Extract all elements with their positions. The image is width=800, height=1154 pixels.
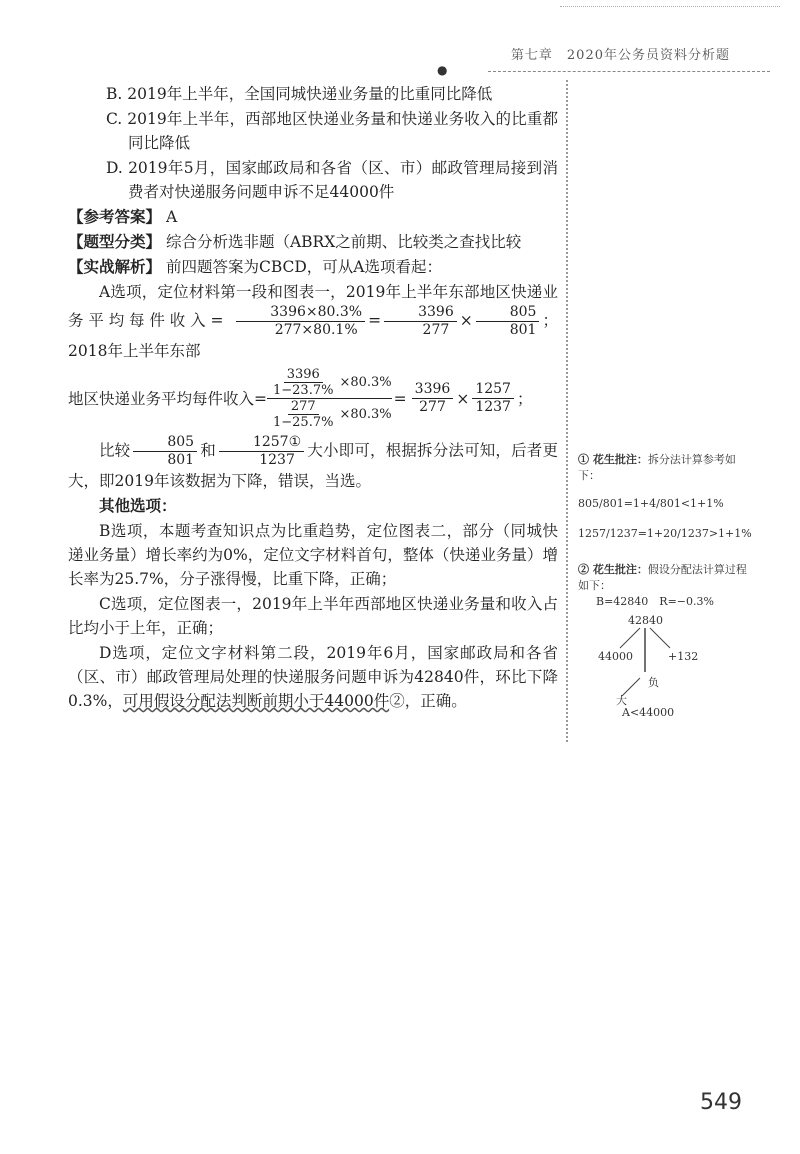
analysis-intro: [68, 255, 558, 279]
nested-bottom: 277: [288, 399, 319, 415]
fraction: [133, 434, 197, 469]
sidenote-1-body: 拆分法计算参考如下：: [578, 453, 736, 482]
nested-one-b: 1−25.7%: [273, 415, 334, 430]
answer-line: [68, 205, 558, 229]
tree-left: 44000: [598, 650, 633, 663]
fraction-den: 1237: [259, 452, 295, 468]
fraction-den: 1237: [475, 399, 511, 415]
nested-formula-line: 地区快递业务平均每件收入= $\frac{3396}{1-23.7\%}$ ×80.3% $\frac{277}{1-25.7\%}$ ×80.3% = $\frac{3396}{277}$ × $\frac{1257}{1237}$ ；: [68, 367, 533, 430]
sidenote-1-line1: 805/801=1+4/801<1+1%: [578, 497, 724, 510]
tree-big: 大: [616, 694, 627, 707]
fraction-num: 1257: [472, 381, 514, 399]
other-option-c: C选项，定位图表一，2019年上半年西部地区快递业务量和收入占比均小于上年，正确；: [68, 595, 558, 637]
fraction-den: 801: [509, 322, 537, 338]
nested-mult-a: ×80.3%: [339, 374, 392, 390]
fraction: [219, 434, 304, 469]
sidenote-2: [578, 562, 748, 610]
cmp-and: 和: [200, 441, 216, 460]
cmp-post: 大小即可，根据拆分法可知，后者更大，即2019年该数据为下降，错误，当选。: [68, 441, 558, 490]
comparison-paragraph: [68, 434, 558, 493]
tree-neg: 负: [648, 676, 659, 689]
header-rule: [488, 71, 770, 72]
nested-top: 3396: [284, 367, 323, 383]
answer-value: A: [165, 208, 178, 226]
scan-artifact: [560, 6, 780, 7]
fraction: [476, 304, 540, 339]
sidenote-1-line2: 1257/1237=1+20/1237>1+1%: [578, 527, 752, 540]
a-line-text: A选项，定位材料第一段和图表一，2019年上半年东部地区快递业务平均每件收入=: [68, 283, 558, 330]
fraction-num: 3396: [384, 304, 457, 322]
other-option-b: B选项，本题考查知识点为比重趋势，定位图表二，部分（同城快递业务量）增长率约为0%，定位文字材料首句，整体（快递业务量）增长率为25.7%，分子涨得慢，比重下降，正确；: [68, 522, 558, 588]
category-line: [68, 230, 558, 254]
page-number: 549: [700, 1090, 742, 1115]
main-column: [68, 82, 558, 714]
nested-fraction: [267, 367, 392, 430]
fraction-den: 277×80.1%: [274, 322, 358, 338]
option-b: B. 2019年上半年，全国同城快递业务量的比重同比降低: [106, 85, 493, 103]
margin-divider: [566, 80, 568, 742]
fraction-num: 805: [133, 434, 197, 452]
d-wavy: 可用假设分配法判断前期小于44000件: [122, 692, 390, 710]
option-c: C. 2019年上半年，西部地区快递业务量和快递业务收入的比重都同比降低: [106, 110, 558, 152]
fraction-num: 3396×80.3%: [236, 304, 365, 322]
cmp-pre: 比较: [99, 441, 131, 460]
other-option-d: [68, 641, 558, 713]
fraction-den: 277: [422, 322, 450, 338]
analysis-label: 【实战解析】: [68, 257, 162, 276]
sidenote-2-head: ② 花生批注：: [578, 563, 648, 576]
fraction-den: 277: [419, 399, 446, 415]
option-a-analysis: A选项，定位材料第一段和图表一，2019年上半年东部地区快递业务平均每件收入= $\frac{3396\times 80.3\%}{277\times 80.1\%}$ = $\frac{3396}{277}$ × $\frac{805}{801}$ ；2018年上半年东部: [68, 283, 558, 360]
fraction-den: 801: [167, 452, 195, 468]
category-value: 综合分析选非题（ABRX之前期、比较类之查找比较: [165, 233, 522, 251]
tree-top: 42840: [628, 614, 663, 627]
fraction: [472, 381, 514, 416]
sidenote-1: [578, 452, 752, 542]
option-d: D. 2019年5月，国家邮政局和各省（区、市）邮政管理局接到消费者对快递服务问题申诉不足44000件: [106, 159, 558, 201]
other-options-title: 其他选项：: [99, 496, 177, 515]
tree-right: +132: [668, 650, 699, 663]
answer-label: 【参考答案】: [68, 207, 162, 226]
allocation-tree-diagram: [590, 612, 740, 722]
fraction: [384, 304, 457, 339]
sidenote-2-body: 假设分配法计算过程如下：: [578, 563, 747, 592]
fraction-num: 3396: [412, 381, 454, 399]
d-post: ②，正确。: [389, 692, 467, 710]
category-label: 【题型分类】: [68, 232, 162, 251]
a-line2-text: 地区快递业务平均每件收入=: [68, 389, 267, 408]
running-header: 第七章 2020年公务员资料分析题: [510, 48, 730, 63]
tree-result: A<44000: [622, 706, 675, 719]
sidenote-1-head: ① 花生批注：: [578, 453, 648, 466]
fraction: [412, 381, 454, 416]
nested-one-a: 1−23.7%: [273, 383, 334, 398]
fraction: [236, 304, 365, 339]
fraction-num: 1257①: [219, 434, 304, 452]
analysis-intro-text: 前四题答案为CBCD，可从A选项看起：: [165, 258, 442, 276]
a-mid-text: ；2018年上半年东部: [68, 311, 558, 360]
nested-mult-b: ×80.3%: [339, 406, 392, 422]
sidenote-2-line1: B=42840 R=−0.3%: [596, 595, 714, 608]
d-pre: D选项，定位文字材料第二段，2019年6月，国家邮政局和各省（区、市）邮政管理局处理的快递服务问题申诉为42840件，环比下降0.3%，: [68, 644, 558, 710]
header-dot: ●: [437, 63, 448, 77]
fraction-num: 805: [476, 304, 540, 322]
